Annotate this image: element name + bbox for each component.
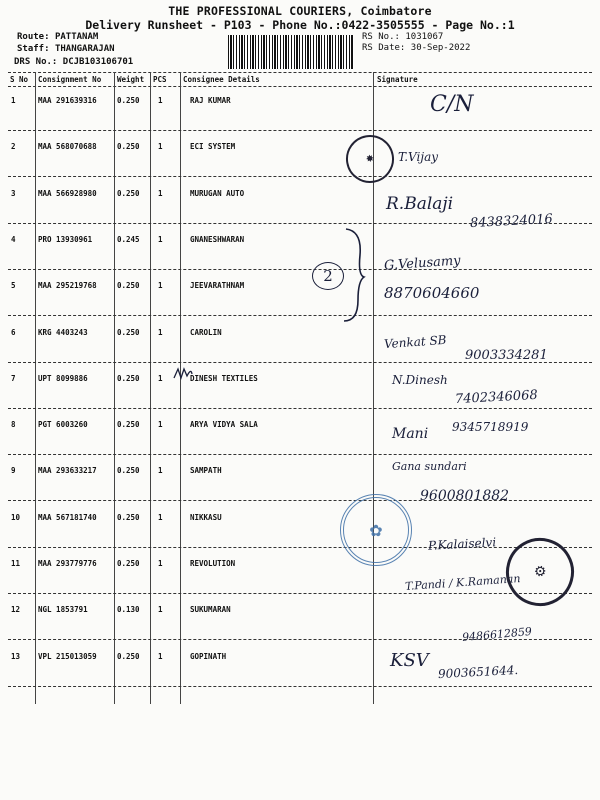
row-consignment: MAA 291639316 xyxy=(38,96,97,105)
col-divider xyxy=(35,72,36,704)
row-weight: 0.245 xyxy=(117,234,140,244)
row-divider xyxy=(8,593,592,594)
circled-number-annotation: 2 xyxy=(312,262,344,290)
row-pcs: 1 xyxy=(158,327,163,337)
col-header-consignment: Consignment No xyxy=(38,75,102,84)
row-consignment: MAA 293779776 xyxy=(38,559,97,568)
col-header-weight: Weight xyxy=(117,75,145,84)
row-consignee: NIKKASU xyxy=(190,512,222,522)
row-divider xyxy=(8,408,592,409)
signature-row-6: Venkat SB xyxy=(383,332,447,352)
col-header-sno: S No xyxy=(10,75,29,84)
row-consignee: ARYA VIDYA SALA xyxy=(190,420,258,430)
row-sno: 10 xyxy=(11,512,21,522)
signature-row-4: G.Velusamy xyxy=(383,253,462,274)
phone-row-5: 8870604660 xyxy=(384,284,480,302)
route-value: PATTANAM xyxy=(54,32,99,42)
drs-line xyxy=(14,57,133,67)
rs-date-label: RS Date: xyxy=(362,43,406,53)
table-top-rule xyxy=(8,72,592,73)
row-weight: 0.250 xyxy=(117,512,140,522)
row-sno: 13 xyxy=(11,651,21,661)
row-consignment: MAA 295219768 xyxy=(38,281,97,291)
signature-row-12: T.Pandi / K.Ramanan xyxy=(404,571,521,594)
staff-label: Staff: xyxy=(17,44,50,54)
row-sno: 3 xyxy=(11,188,16,198)
row-divider xyxy=(8,269,592,270)
drs-label: DRS No.: xyxy=(14,57,58,67)
row-pcs: 1 xyxy=(158,142,163,152)
row-sno: 8 xyxy=(11,420,16,430)
row-consignee: SUKUMARAN xyxy=(190,605,231,615)
row-divider xyxy=(8,176,592,177)
row-consignee: SAMPATH xyxy=(190,466,222,476)
row-consignee: REVOLUTION xyxy=(190,559,236,568)
col-header-pcs: PCS xyxy=(153,75,167,84)
col-divider xyxy=(180,72,181,704)
round-seal-stamp: ✿ xyxy=(340,494,412,566)
drs-value: DCJB103106701 xyxy=(62,57,134,67)
row-consignee: DINESH TEXTILES xyxy=(190,373,258,383)
row-divider xyxy=(8,686,592,687)
rs-no-label: RS No.: xyxy=(362,32,400,42)
barcode xyxy=(228,35,354,69)
row-consignee: CAROLIN xyxy=(190,327,222,337)
row-weight: 0.250 xyxy=(117,651,140,661)
rs-no-value: 1031067 xyxy=(405,32,444,42)
row-pcs: 1 xyxy=(158,651,163,661)
row-consignment: NGL 1853791 xyxy=(38,605,88,615)
bracket-mark xyxy=(340,225,370,325)
signature-row-9: Gana sundari xyxy=(392,460,467,473)
phone-row-7: 7402346068 xyxy=(454,387,539,408)
phone-row-13: 9003651644. xyxy=(437,662,519,682)
phone-row-6: 9003334281 xyxy=(465,348,548,363)
route-line xyxy=(17,32,98,42)
staff-value: THANGARAJAN xyxy=(54,44,115,54)
row-consignee: MURUGAN AUTO xyxy=(190,188,245,198)
row-divider xyxy=(8,454,592,455)
phone-row-12: 9486612859 xyxy=(461,624,533,645)
row-consignee: ECI SYSTEM xyxy=(190,142,236,152)
route-label: Route: xyxy=(17,32,50,42)
row-sno: 12 xyxy=(11,605,21,615)
row-sno: 9 xyxy=(11,466,16,476)
row-weight: 0.250 xyxy=(117,188,140,198)
row-consignment: MAA 566928980 xyxy=(38,188,97,198)
row-weight: 0.130 xyxy=(117,605,140,615)
row-weight: 0.250 xyxy=(117,96,140,105)
row-divider xyxy=(8,315,592,316)
row-pcs: 1 xyxy=(158,234,163,244)
row-consignee: GNANESHWARAN xyxy=(190,234,245,244)
engineering-stamp: ⚙ xyxy=(498,530,581,613)
phone-row-9: 9600801882 xyxy=(420,488,510,504)
row-consignment: MAA 567181740 xyxy=(38,512,97,522)
signature-row-2: T.Vijay xyxy=(398,150,439,164)
row-consignment: MAA 293633217 xyxy=(38,466,97,476)
signature-row-11: P.Kalaiselvi xyxy=(427,535,497,553)
row-pcs: 1 xyxy=(158,605,163,615)
row-weight: 0.250 xyxy=(117,281,140,291)
row-sno: 2 xyxy=(11,142,16,152)
row-weight: 0.250 xyxy=(117,373,140,383)
row-pcs: 1 xyxy=(158,188,163,198)
row-sno: 6 xyxy=(11,327,16,337)
signature-row-8: Mani xyxy=(392,426,429,442)
company-title: THE PROFESSIONAL COURIERS, Coimbatore xyxy=(168,4,432,18)
row-weight: 0.250 xyxy=(117,420,140,430)
row-pcs: 1 xyxy=(158,559,163,568)
rs-date-value: 30-Sep-2022 xyxy=(410,43,471,53)
row-pcs: 1 xyxy=(158,373,163,383)
row-consignment: KRG 4403243 xyxy=(38,327,88,337)
signature-row-13: KSV xyxy=(390,650,429,671)
row-weight: 0.250 xyxy=(117,466,140,476)
row-consignee: RAJ KUMAR xyxy=(190,96,231,105)
row-consignment: PGT 6003260 xyxy=(38,420,88,430)
signature-row-3: R.Balaji xyxy=(386,194,454,214)
row-sno: 11 xyxy=(11,559,21,568)
phone-row-3: 8438324016 xyxy=(469,211,554,232)
col-header-signature: Signature xyxy=(377,75,418,84)
row-consignee: JEEVARATHNAM xyxy=(190,281,245,291)
header-bottom-rule xyxy=(8,86,592,87)
row-consignment: UPT 8099886 xyxy=(38,373,88,383)
phone-row-8: 9345718919 xyxy=(452,420,529,434)
col-divider xyxy=(114,72,115,704)
row-weight: 0.250 xyxy=(117,142,140,152)
row-divider xyxy=(8,130,592,131)
row-consignment: VPL 215013059 xyxy=(38,651,97,661)
signature-row-7: N.Dinesh xyxy=(392,373,448,387)
row-sno: 4 xyxy=(11,234,16,244)
rs-date-line xyxy=(362,43,470,53)
rs-no-line xyxy=(362,32,443,42)
row-weight: 0.250 xyxy=(117,327,140,337)
company-stamp: ✸ xyxy=(342,131,398,187)
runsheet-subtitle: Delivery Runsheet - P103 - Phone No.:0422-3505555 - Page No.:1 xyxy=(85,18,515,32)
row-sno: 5 xyxy=(11,281,16,291)
row-pcs: 1 xyxy=(158,420,163,430)
col-header-consignee: Consignee Details xyxy=(183,75,260,84)
row-consignment: MAA 568070688 xyxy=(38,142,97,152)
row-consignee: GOPINATH xyxy=(190,651,227,661)
row-pcs: 1 xyxy=(158,96,163,105)
row-sno: 1 xyxy=(11,96,16,105)
row-sno: 7 xyxy=(11,373,16,383)
row-weight: 0.250 xyxy=(117,559,140,568)
row-pcs: 1 xyxy=(158,281,163,291)
signature-row-1: C/N xyxy=(430,92,474,117)
row-pcs: 1 xyxy=(158,512,163,522)
scribble-mark xyxy=(172,366,194,382)
row-consignment: PRO 13930961 xyxy=(38,234,93,244)
col-divider xyxy=(150,72,151,704)
row-divider xyxy=(8,547,592,548)
row-pcs: 1 xyxy=(158,466,163,476)
staff-line xyxy=(17,44,115,54)
